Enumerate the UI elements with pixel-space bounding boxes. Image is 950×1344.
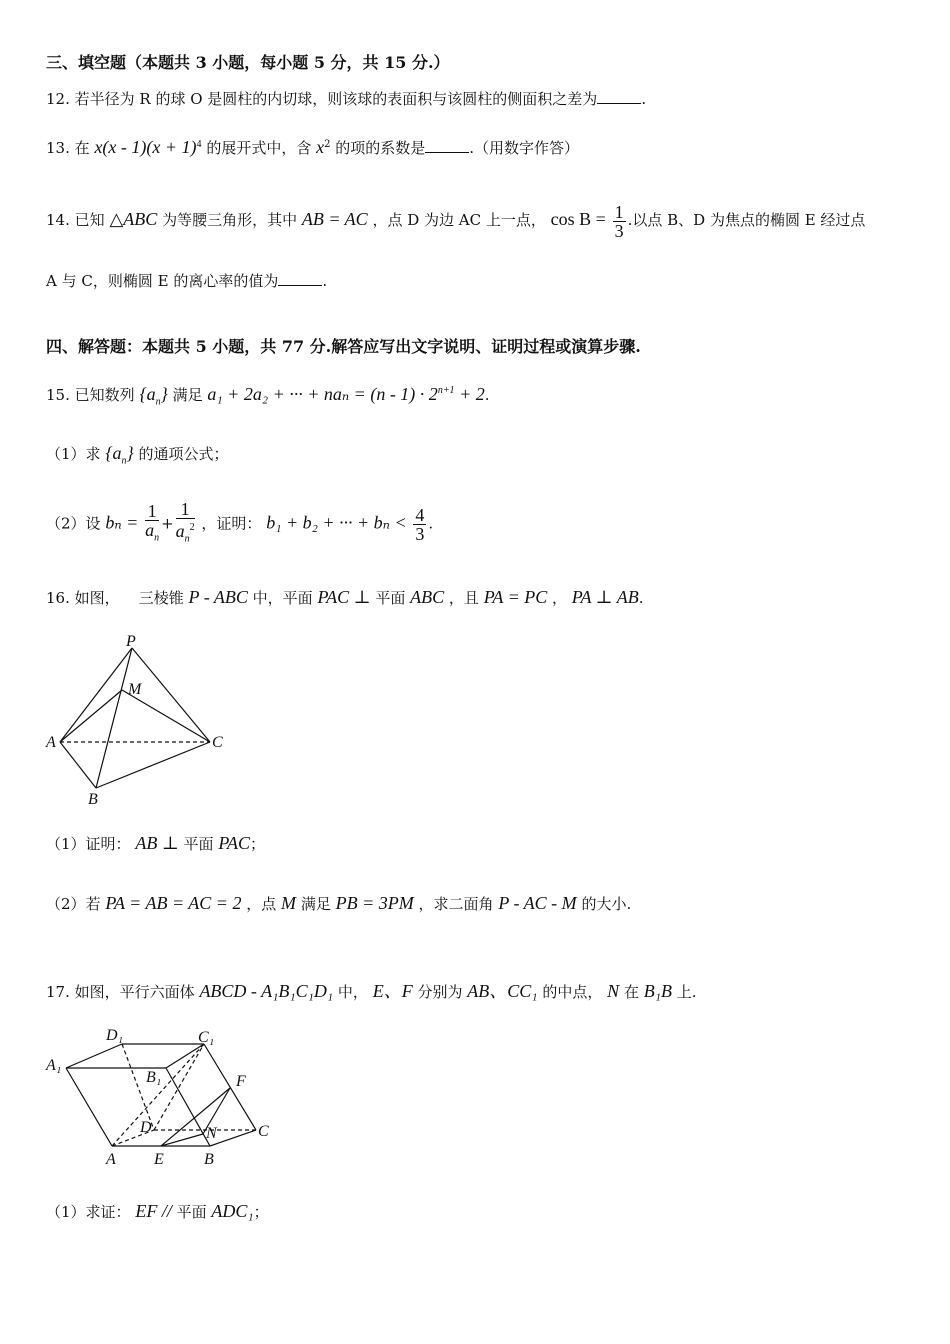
q15-p2-mid: ，证明：: [201, 514, 262, 533]
label-N: N: [206, 1125, 217, 1142]
q15-part1: [46, 442, 229, 473]
q16-p1-expr: AB ⊥: [135, 833, 179, 853]
section3-title: 三、填空题（本题共 3 小题，每小题 5 分，共 15 分.）: [46, 53, 450, 72]
q16-pyramid: P - ABC: [188, 587, 248, 607]
q14-number: 14.: [46, 211, 70, 229]
q16-p2-label: （2）若: [46, 895, 101, 913]
label-A1: A₁: [46, 1057, 62, 1074]
q15-end: .: [484, 386, 490, 404]
q12-text: 若半径为 R 的球 O 是圆柱的内切球，则该球的表面积与该圆柱的侧面积之差为: [74, 90, 598, 108]
label-A: A: [46, 734, 56, 751]
question-14: [46, 196, 865, 243]
q16-pre: 如图，: [74, 589, 120, 607]
q16-pyramid-figure: [40, 630, 240, 810]
edge-BB1: [166, 1068, 210, 1146]
q15-number: 15.: [46, 386, 70, 404]
q15-p2-end: .: [428, 514, 434, 533]
q16-p2-cond: PB = 3PM: [335, 893, 414, 913]
question-14-line2: [46, 270, 327, 292]
q13-post: 的项的系数是: [335, 139, 426, 157]
edge-B1C1: [166, 1044, 204, 1068]
label-C: C: [258, 1123, 269, 1140]
q13-exponent: 4: [196, 139, 202, 150]
q16-p1-label: （1）证明：: [46, 835, 131, 853]
q17-p1-label: （1）求证：: [46, 1203, 131, 1221]
q16-part2: [46, 892, 631, 915]
label-D: D: [140, 1119, 152, 1136]
q16-end: .: [638, 589, 644, 607]
q14-end: .: [322, 272, 328, 290]
q15-p1-label: （1）求: [46, 445, 101, 463]
q17-parallelepiped-figure: [40, 1022, 290, 1172]
q16-p1-end: ；: [250, 835, 266, 853]
label-P: P: [126, 633, 136, 650]
q17-part1: [46, 1200, 269, 1223]
q16-p2-mid1: ，点: [246, 895, 277, 913]
label-C1: C₁: [198, 1029, 215, 1046]
q17-number: 17.: [46, 983, 70, 1001]
q13-term-exponent: 2: [324, 139, 331, 150]
q14-equation: AB = AC: [301, 209, 368, 229]
q16-p2-m: M: [281, 893, 297, 913]
segment-EF: [161, 1088, 230, 1146]
q15-p2-frac2: $\frac{1}{a_n^2}$: [175, 499, 195, 545]
section4-title: 四、解答题：本题共 5 小题，共 77 分.解答应写出文字说明、证明过程或演算步骤.: [46, 337, 641, 356]
edge-PC: [132, 648, 210, 742]
q16-sep: ，: [552, 589, 568, 607]
q14-frac-num: 1: [614, 201, 624, 222]
question-16: [46, 586, 644, 609]
q16-p2-end: 的大小.: [581, 895, 632, 913]
segment-DC1: [154, 1044, 204, 1130]
label-C: C: [212, 734, 223, 751]
q17-segs: AB、CC₁: [467, 981, 538, 1001]
q13-mid: 的展开式中，含: [206, 139, 312, 157]
q15-p1-post: 的通项公式；: [138, 445, 229, 463]
q14-fraction: [613, 203, 626, 240]
question-15: [46, 380, 490, 414]
q12-number: 12.: [46, 90, 70, 108]
q16-mid1: 三棱锥: [138, 589, 184, 607]
question-12: [46, 88, 646, 110]
q16-part1: [46, 832, 265, 855]
q17-p1-plane: ADC₁: [211, 1201, 254, 1221]
q16-p1-mid: 平面: [183, 835, 214, 853]
q17-p1-expr: EF //: [135, 1201, 172, 1221]
q12-blank: [597, 89, 641, 104]
q16-p1-plane: PAC: [218, 833, 251, 853]
q14-line2: A 与 C，则椭圆 E 的离心率的值为: [46, 272, 279, 290]
edge-PB: [96, 648, 132, 788]
q17-solid: ABCD - A₁B₁C₁D₁: [199, 981, 334, 1001]
q17-mid3: 的中点，: [542, 983, 603, 1001]
label-E: E: [154, 1151, 164, 1168]
q16-abc: ABC: [410, 587, 445, 607]
q14-cos: cos B =: [550, 209, 606, 229]
q15-mid: 满足: [172, 386, 203, 404]
label-F: F: [236, 1073, 246, 1090]
q16-p2-eq: PA = AB = AC = 2: [105, 893, 242, 913]
edge-AM: [60, 690, 122, 742]
edge-AB: [60, 742, 96, 788]
q16-mid2: 中，平面: [252, 589, 313, 607]
q14-mid2: ，点 D 为边 AC 上一点，: [372, 211, 546, 229]
question-13: [46, 134, 579, 159]
q14-mid1: 为等腰三角形，其中: [162, 211, 298, 229]
edge-BC: [210, 1130, 256, 1146]
question-17: [46, 980, 697, 1003]
q15-pre: 已知数列: [74, 386, 135, 404]
q12-end: .: [641, 90, 647, 108]
q13-expression: x(x - 1)(x + 1): [94, 137, 197, 157]
q16-p2-mid2: 满足: [300, 895, 331, 913]
q17-pre: 如图，平行六面体: [74, 983, 195, 1001]
q17-ef: E、F: [372, 981, 413, 1001]
label-M: M: [128, 681, 142, 698]
q15-part2: （2）设 bₙ = $\frac{1}{a_n}$ + $\frac{1}{a_n^2}$ ，证明： b₁ + b₂ + ··· + bₙ < $\frac{4}{3}$ .: [46, 500, 433, 549]
q14-blank: [278, 271, 322, 286]
segment-AC1: [112, 1044, 204, 1146]
q17-seg: B₁B: [643, 981, 672, 1001]
edge-AA1: [66, 1068, 112, 1146]
q17-mid1: 中，: [337, 983, 368, 1001]
q14-triangle: △ABC: [109, 209, 158, 229]
q16-perp: PA ⊥ AB: [571, 587, 639, 607]
q17-p1-end: ；: [253, 1203, 269, 1221]
q15-sequence: $\{a_n\}$: [139, 384, 168, 408]
label-B: B: [88, 791, 98, 808]
edge-CC1: [204, 1044, 256, 1130]
q16-mid4: ，且: [448, 589, 479, 607]
label-A: A: [106, 1151, 116, 1168]
q13-blank: [425, 138, 469, 153]
q16-eq1: PA = PC: [483, 587, 548, 607]
q16-pac: PAC ⊥: [317, 587, 371, 607]
q15-formula: a₁ + 2a₂ + ··· + $na_n = (n - 1) \cdot 2^{n+1} + 2$: [207, 384, 485, 404]
q17-p1-mid: 平面: [176, 1203, 207, 1221]
q15-p2-frac1: $\frac{1}{a_n}$: [145, 500, 160, 544]
label-D1: D₁: [106, 1027, 124, 1044]
label-B1: B₁: [146, 1069, 162, 1086]
q17-n: N: [607, 981, 620, 1001]
q13-term: x: [316, 137, 325, 157]
q14-pre: 已知: [74, 211, 105, 229]
q17-end: 上.: [676, 983, 697, 1001]
q13-number: 13.: [46, 139, 70, 157]
label-B: B: [204, 1151, 214, 1168]
q15-p2-sum: b₁ + b₂ + ··· + bₙ <: [266, 512, 407, 533]
q15-p1-sequence: $\{a_n\}$: [105, 443, 134, 467]
q16-p2-angle: P - AC - M: [498, 893, 577, 913]
q13-pre: 在: [74, 139, 90, 157]
q17-mid4: 在: [623, 983, 639, 1001]
edge-PA: [60, 648, 132, 742]
edge-BC: [96, 742, 210, 788]
edge-A1D1: [66, 1044, 122, 1068]
q16-mid3: 平面: [375, 589, 406, 607]
q16-p2-mid3: ，求二面角: [418, 895, 494, 913]
q15-p2-b: bₙ =: [105, 512, 139, 533]
q15-p2-label: （2）设: [46, 514, 101, 533]
q14-frac-den: 3: [614, 220, 624, 241]
q14-post: .以点 B、D 为焦点的椭圆 E 经过点: [627, 211, 866, 229]
q13-note: .（用数字作答）: [469, 139, 580, 157]
q15-p2-bound: $\frac{4}{3}$: [415, 504, 425, 544]
q17-mid2: 分别为: [417, 983, 463, 1001]
q16-number: 16.: [46, 589, 70, 607]
